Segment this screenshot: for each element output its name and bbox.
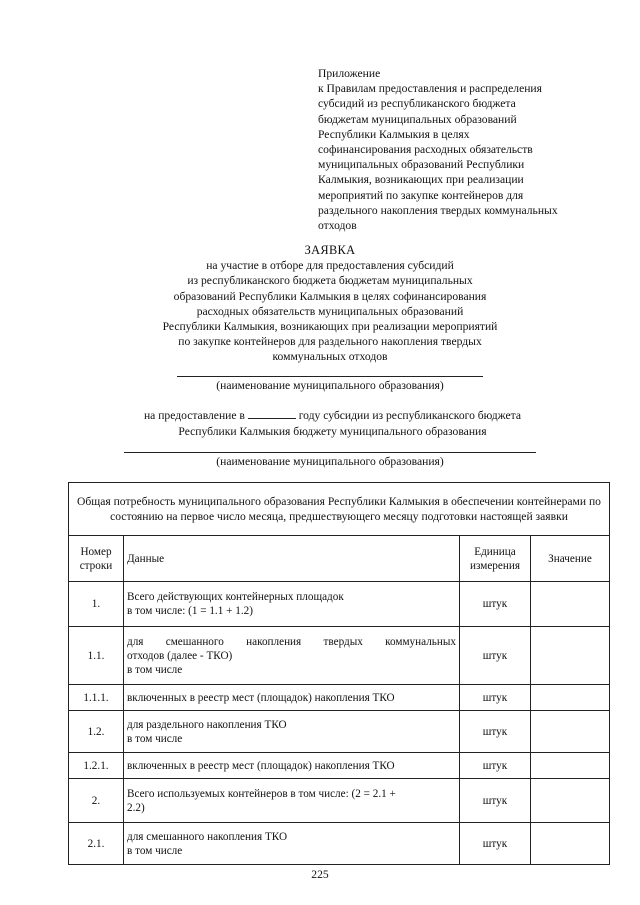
request-prefix: на предоставление в (143, 409, 245, 422)
row-num: 1.2. (69, 711, 124, 753)
title-line: на участие в отборе для предоставления субсидий (206, 259, 454, 273)
row-value[interactable] (531, 582, 610, 627)
row-value[interactable] (531, 711, 610, 753)
header-num: Номер строки (69, 536, 124, 582)
table-row (69, 711, 610, 753)
row-num: 1.2.1. (69, 753, 124, 779)
document-title (60, 243, 600, 365)
appendix-line: Калмыкия, возникающих при реализации (318, 173, 524, 187)
title-line: расходных обязательств муниципальных образований (196, 304, 464, 318)
row-num: 2.1. (69, 823, 124, 865)
year-blank[interactable] (248, 408, 296, 419)
row-unit: штук (460, 627, 531, 685)
row-text: для смешанного накопления твердых коммунальных отходов (далее - ТКО) в том числе (124, 627, 460, 685)
table-title: Общая потребность муниципального образования Республики Калмыкия в обеспечении контейнерами по состоянию на первое число месяца, предшествующего месяцу подготовки настоящей заявки (69, 483, 610, 536)
table-row (69, 685, 610, 711)
appendix-line: муниципальных образований Республики (318, 158, 525, 172)
table-row (69, 753, 610, 779)
appendix-line: Приложение (318, 67, 381, 80)
row-unit: штук (460, 823, 531, 865)
appendix-line: отходов (318, 219, 357, 233)
appendix-line: раздельного накопления твердых коммунальных (318, 203, 558, 217)
title-heading: ЗАЯВКА (304, 243, 356, 257)
row-text: для смешанного накопления ТКО в том числе (124, 823, 460, 865)
row-value[interactable] (531, 753, 610, 779)
municipality-name-line-2[interactable] (124, 452, 536, 453)
appendix-line: мероприятий по закупке контейнеров для (318, 188, 524, 202)
row-text: включенных в реестр мест (площадок) накопления ТКО (124, 753, 460, 779)
row-text: включенных в реестр мест (площадок) накопления ТКО (124, 685, 460, 711)
row-value[interactable] (531, 627, 610, 685)
appendix-line: софинансирования расходных обязательств (318, 143, 533, 157)
row-num: 2. (69, 779, 124, 823)
request-line-2: Республики Калмыкия бюджету муниципального образования (178, 425, 487, 438)
table-row (69, 823, 610, 865)
requirements-table (68, 482, 610, 865)
row-value[interactable] (531, 685, 610, 711)
appendix-block (318, 66, 608, 233)
header-data: Данные (124, 536, 460, 582)
row-value[interactable] (531, 823, 610, 865)
title-line: образований Республики Калмыкия в целях софинансирования (173, 289, 487, 303)
header-unit: Единица измерения (460, 536, 531, 582)
table-row (69, 627, 610, 685)
row-unit: штук (460, 711, 531, 753)
title-line: Республики Калмыкия, возникающих при реализации мероприятий (162, 320, 498, 334)
appendix-line: Республики Калмыкия в целях (318, 127, 470, 141)
title-line: по закупке контейнеров для раздельного накопления твердых (178, 335, 482, 349)
row-value[interactable] (531, 779, 610, 823)
title-line: из республиканского бюджета бюджетам муниципальных (187, 274, 473, 288)
row-text: Всего действующих контейнерных площадок в том числе: (1 = 1.1 + 1.2) (124, 582, 460, 627)
appendix-line: субсидий из республиканского бюджета (318, 97, 516, 111)
header-value: Значение (531, 536, 610, 582)
municipality-caption-1: (наименование муниципального образования) (216, 379, 444, 392)
row-unit: штук (460, 685, 531, 711)
row-unit: штук (460, 779, 531, 823)
row-num: 1.1.1. (69, 685, 124, 711)
row-num: 1. (69, 582, 124, 627)
request-middle: году субсидии из республиканского бюджета (298, 409, 522, 422)
appendix-line: к Правилам предоставления и распределения (318, 82, 542, 96)
row-unit: штук (460, 582, 531, 627)
municipality-caption-2: (наименование муниципального образования) (216, 455, 444, 468)
table-row (69, 582, 610, 627)
municipality-name-line-1[interactable] (177, 376, 483, 377)
row-num: 1.1. (69, 627, 124, 685)
appendix-line: бюджетам муниципальных образований (318, 112, 517, 126)
row-text: для раздельного накопления ТКО в том числе (124, 711, 460, 753)
row-text: Всего используемых контейнеров в том числе: (2 = 2.1 + 2.2) (124, 779, 460, 823)
table-row (69, 779, 610, 823)
title-line: коммунальных отходов (272, 350, 388, 364)
request-sentence (110, 408, 555, 423)
row-unit: штук (460, 753, 531, 779)
page-number: 225 (311, 868, 329, 881)
